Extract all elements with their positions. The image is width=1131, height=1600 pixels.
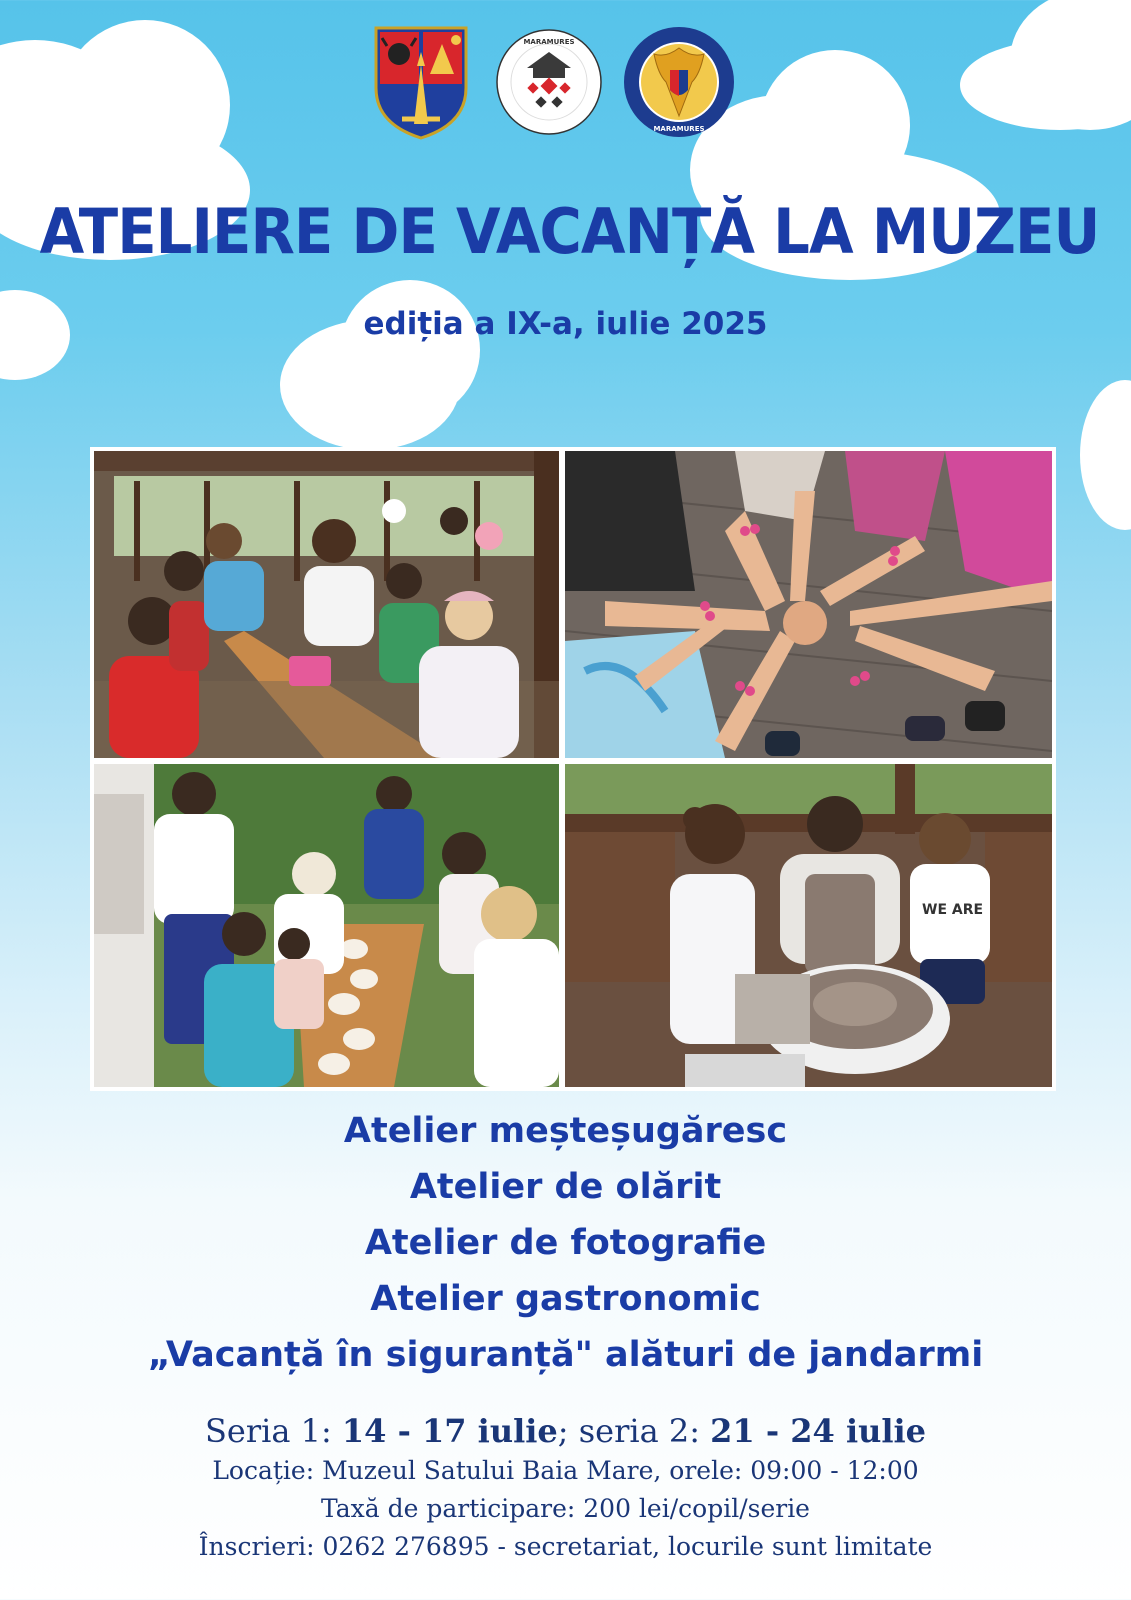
- gendarmerie-emblem-icon: [622, 24, 736, 140]
- workshop-item: „Vacanță în siguranță" alături de jandarmi: [147, 1335, 984, 1375]
- county-coat-of-arms-icon: [372, 24, 470, 142]
- workshop-list: [0, 1103, 1131, 1383]
- photo-collage: [90, 447, 1056, 1091]
- series-separator: ; seria 2:: [557, 1412, 711, 1450]
- museum-logo-top-text: MARAMURES: [523, 38, 575, 46]
- series1-label: Seria 1:: [204, 1412, 342, 1450]
- photo-bracelets-hands: [565, 451, 1052, 758]
- edition-subtitle: ediția a IX-a, iulie 2025: [363, 306, 768, 342]
- workshop-item: Atelier meșteșugăresc: [343, 1111, 788, 1151]
- fee-line: Taxă de participare: 200 lei/copil/serie: [321, 1494, 810, 1523]
- gendarmerie-bottom-text: MARAMUREȘ: [653, 125, 705, 133]
- workshop-item: Atelier de olărit: [409, 1167, 722, 1207]
- series1-dates: 14 - 17 iulie: [341, 1412, 558, 1450]
- location-line: Locație: Muzeul Satului Baia Mare, orele: 09:00 - 12:00: [212, 1456, 919, 1485]
- museum-logo-icon: [493, 22, 605, 142]
- photo-gastronomic-dough: [94, 764, 559, 1087]
- page-title: ATELIERE DE VACANȚĂ LA MUZEU: [39, 195, 1100, 268]
- photo-kids-crafting-table: [94, 451, 559, 758]
- series-schedule: [0, 1410, 1131, 1452]
- registration-line: Înscrieri: 0262 276895 - secretariat, locurile sunt limitate: [198, 1532, 933, 1561]
- logo-strip: [0, 22, 1131, 147]
- cloud-decoration: [340, 280, 480, 420]
- workshop-item: Atelier gastronomic: [370, 1279, 761, 1319]
- workshop-item: Atelier de fotografie: [364, 1223, 767, 1263]
- event-info: [0, 1410, 1131, 1566]
- series2-dates: 21 - 24 iulie: [710, 1412, 927, 1450]
- cloud-decoration: [1080, 380, 1131, 530]
- photo-pottery-wheel: [565, 764, 1052, 1087]
- svg-text:WE ARE: WE ARE: [922, 902, 984, 918]
